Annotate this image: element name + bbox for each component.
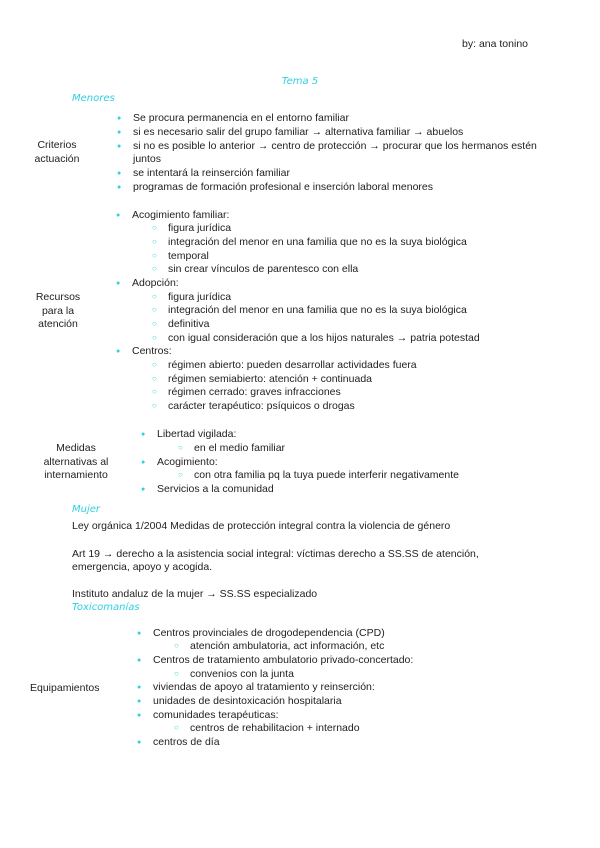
sub-list-item: ○ integración del menor en una familia que no es la suya biológica: [168, 236, 467, 250]
list-item: ● si es necesario salir del grupo familiar → alternativa familiar → abuelos: [133, 126, 463, 140]
label-medidas: Medidas alternativas al internamiento: [43, 442, 109, 481]
mujer-art19-cont: emergencia, apoyo y acogida.: [72, 561, 213, 573]
list-item: ● Acogimiento:: [157, 456, 218, 470]
label-criterios: Criterios actuación: [34, 139, 80, 165]
sub-list-item: ○ con igual consideración que a los hijos naturales → patria potestad: [168, 332, 480, 346]
sub-list-item: ○ integración del menor en una familia que no es la suya biológica: [168, 304, 467, 318]
author-credit: by: ana tonino: [462, 38, 528, 50]
list-item: ● Servicios a la comunidad: [157, 483, 274, 497]
label-recursos: Recursos para la atención: [35, 291, 81, 330]
list-item: ● Se procura permanencia en el entorno familiar: [133, 112, 349, 126]
list-item: ● Adopción:: [132, 277, 179, 291]
section-heading-mujer: Mujer: [72, 504, 101, 515]
list-item: ● si no es posible lo anterior → centro de protección → procurar que los hermanos estén: [133, 140, 537, 154]
sub-list-item: ○ régimen semiabierto: atención + continuada: [168, 373, 372, 387]
list-item: ● viviendas de apoyo al tratamiento y reinserción:: [153, 681, 375, 695]
sub-list-item: ○ sin crear vínculos de parentesco con ella: [168, 263, 358, 277]
sub-list-item: ○ figura jurídica: [168, 222, 231, 236]
sub-list-item: ○ con otra familia pq la tuya puede interferir negativamente: [194, 469, 459, 483]
mujer-art19: Art 19 → derecho a la asistencia social integral: víctimas derecho a SS.SS de atención,: [72, 548, 479, 560]
sub-list-item: ○ temporal: [168, 250, 209, 264]
list-item: ● Libertad vigilada:: [157, 428, 236, 442]
list-item: ● unidades de desintoxicación hospitalaria: [153, 695, 342, 709]
section-heading-toxicomanias: Toxicomanías: [72, 602, 140, 613]
label-equipamientos: Equipamientos: [30, 682, 100, 694]
mujer-instituto: Instituto andaluz de la mujer → SS.SS especializado: [72, 588, 318, 600]
section-heading-menores: Menores: [72, 93, 115, 104]
list-item: ● centros de día: [153, 736, 220, 750]
page-title: Tema 5: [281, 76, 319, 87]
sub-list-item: ○ régimen cerrado: graves infracciones: [168, 386, 341, 400]
sub-list-item: ○ figura jurídica: [168, 291, 231, 305]
list-item: ● Acogimiento familiar:: [132, 209, 229, 223]
sub-list-item: ○ en el medio familiar: [194, 442, 285, 456]
sub-list-item: ○ convenios con la junta: [190, 668, 294, 682]
list-item-continuation: juntos: [133, 153, 162, 165]
list-item: ● Centros de tratamiento ambulatorio privado-concertado:: [153, 654, 413, 668]
mujer-ley: Ley orgánica 1/2004 Medidas de protección integral contra la violencia de género: [72, 520, 451, 532]
sub-list-item: ○ carácter terapéutico: psíquicos o drogas: [168, 400, 355, 414]
sub-list-item: ○ definitiva: [168, 318, 209, 332]
sub-list-item: ○ régimen abierto: pueden desarrollar actividades fuera: [168, 359, 417, 373]
list-item: ● Centros:: [132, 345, 172, 359]
sub-list-item: ○ centros de rehabilitacion + internado: [190, 722, 360, 736]
list-item: ● programas de formación profesional e inserción laboral menores: [133, 181, 433, 195]
list-item: ● se intentará la reinserción familiar: [133, 167, 290, 181]
list-item: ● Centros provinciales de drogodependencia (CPD): [153, 627, 385, 641]
sub-list-item: ○ atención ambulatoria, act información, etc: [190, 640, 384, 654]
list-item: ● comunidades terapéuticas:: [153, 709, 279, 723]
